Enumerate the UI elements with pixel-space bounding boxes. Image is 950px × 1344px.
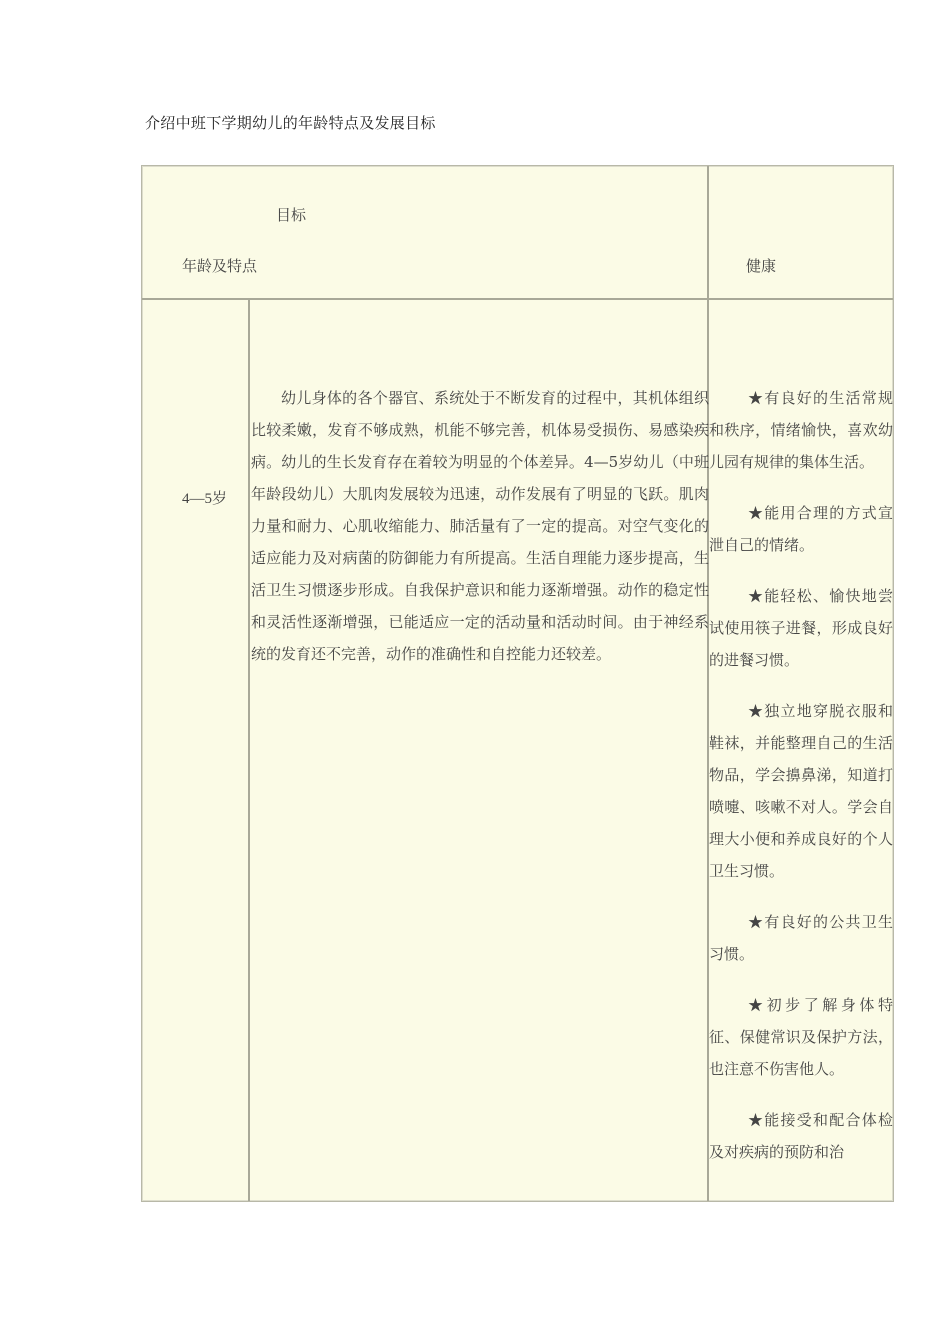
age-group-cell: 4—5岁 <box>182 491 228 507</box>
document-title: 介绍中班下学期幼儿的年龄特点及发展目标 <box>145 114 436 132</box>
health-goal-item: ★能用合理的方式宣泄自己的情绪。 <box>709 504 893 554</box>
health-goal-item: ★有良好的公共卫生习惯。 <box>709 913 893 963</box>
age-characteristics-cell: 幼儿身体的各个器官、系统处于不断发育的过程中，其机体组织比较柔嫩，发育不够成熟，机能不够完善，机体易受损伤、易感染疾病。幼儿的生长发育存在着较为明显的个体差异。4—5岁幼儿（中班年龄段幼儿）大肌肉发展较为迅速，动作发展有了明显的飞跃。肌肉力量和耐力、心肌收缩能力、肺活量有了一定的提高。对空气变化的适应能力及对病菌的防御能力有所提高。生活自理能力逐步提高，生活卫生习惯逐步形成。自我保护意识和能力逐渐增强。动作的稳定性和灵活性逐渐增强，已能适应一定的活动量和活动时间。由于神经系统的发育还不完善，动作的准确性和自控能力还较差。 <box>251 389 709 663</box>
health-goal-item: ★能轻松、愉快地尝试使用筷子进餐，形成良好的进餐习惯。 <box>709 587 893 669</box>
health-goal-item: ★有良好的生活常规和秩序，情绪愉快，喜欢幼儿园有规律的集体生活。 <box>709 389 893 471</box>
health-goal-item: ★初步了解身体特征、保健常识及保护方法，也注意不伤害他人。 <box>709 996 893 1078</box>
goals-table <box>141 165 894 1202</box>
health-goal-item: ★能接受和配合体检及对疾病的预防和治 <box>709 1111 893 1161</box>
column-divider-left <box>248 300 250 1201</box>
header-row-divider <box>142 298 893 300</box>
header-health-label: 健康 <box>746 257 777 275</box>
health-goal-item: ★独立地穿脱衣服和鞋袜，并能整理自己的生活物品，学会擤鼻涕，知道打喷嚏、咳嗽不对人。学会自理大小便和养成良好的个人卫生习惯。 <box>709 702 893 880</box>
header-age-label: 年龄及特点 <box>182 257 258 275</box>
health-goals-cell <box>709 382 893 1200</box>
header-target-label: 目标 <box>276 206 307 224</box>
